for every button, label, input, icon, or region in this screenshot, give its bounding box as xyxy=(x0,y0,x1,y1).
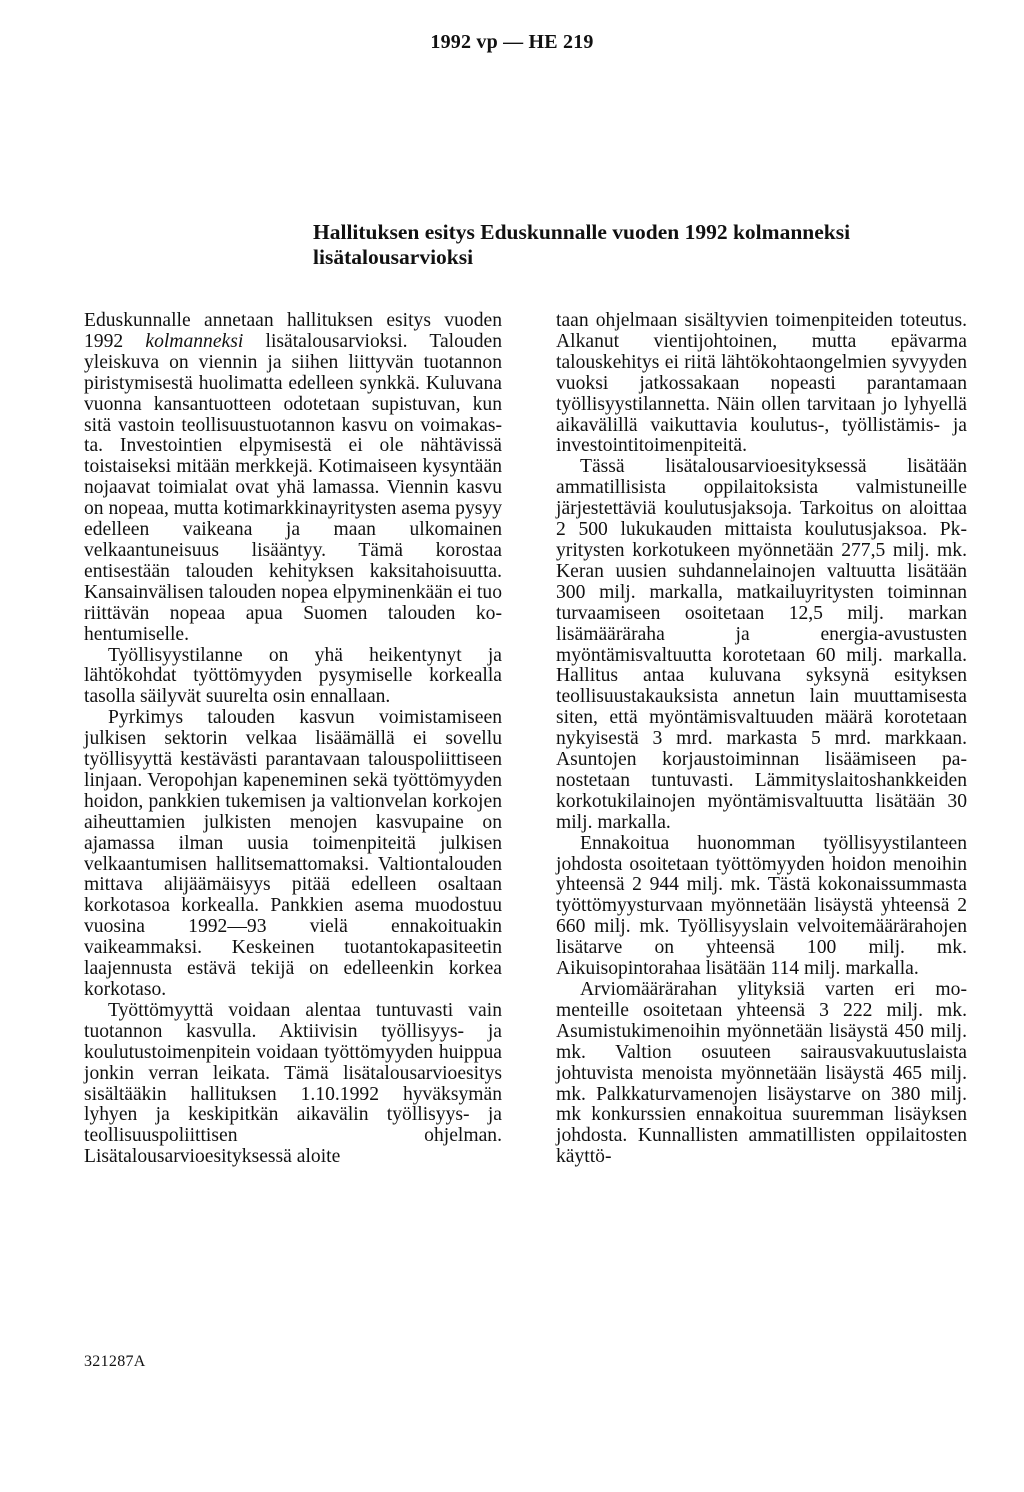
right-column xyxy=(556,311,967,1168)
left-paragraph-1 xyxy=(84,311,502,646)
right-paragraph-2: Tässä lisätalousarvioesityksessä lisätään ammatillisista oppilaitoksista valmistuneille järjestettäviä koulutusjaksoja. Tarkoitus on aloittaa 2 500 lukukauden mittaista koulutusjaksoa. Pk-yritysten korkotukeen myönnetään 277,5 milj. mk. Keran uusien suhdannelainojen valtuutta lisätään 300 milj. markalla, matkailuyritysten toiminnan turvaamiseen osoitetaan 12,5 milj. markan lisämääräraha ja energia-avustusten myöntämisvaltuutta korotetaan 60 milj. markalla. Hallitus antaa kuluvana syksynä esityksen teollisuustakauksista annetun lain muuttamisesta siten, että myöntämisvaltuuden määrä korotetaan nykyisestä 3 mrd. markasta 5 mrd. markkaan. Asuntojen korjaustoiminnan lisäämiseen panostetaan tuntuvasti. Lämmityslaitoshankkeiden korkotukilainojen myöntämisvaltuutta lisätään 30 milj. markalla. xyxy=(556,456,967,833)
left-paragraph-2: Työllisyystilanne on yhä heikentynyt ja lähtökohdat työttömyyden pysymiselle korkealla tasolla säilyvät suurelta osin ennallaan. xyxy=(84,644,502,708)
left-paragraph-4: Työttömyyttä voidaan alentaa tuntuvasti vain tuotannon kasvulla. Aktiivisin työllisyys- ja koulutustoimenpitein voidaan työttömyyden huippua jonkin verran leikata. Tämä lisätalousarvioesitys sisältääkin hallituksen 1.10.1992 hyväksymän lyhyen ja keskipitkän aikavälin työllisyys- ja teollisuuspoliittisen ohjelman. Lisätalousarvioesityksessä aloite xyxy=(84,999,502,1168)
document-title: Hallituksen esitys Eduskunnalle vuoden 1992 kolmanneksi lisätalousarvioksi xyxy=(313,220,851,269)
left-paragraph-1-italic: kolmanneksi xyxy=(145,330,244,352)
left-paragraph-1-rest: lisätalousarvioksi. Talouden yleiskuva on viennin ja siihen liittyvän tuotannon piristymisestä huolimatta edelleen synkkä. Kuluvana vuonna kansantuotteen odotetaan supistuvan, kun sitä vastoin teollisuustuotannon kasvu on voimakasta. Investointien elpymisestä ei ole nähtävissä toistaiseksi mitään merkkejä. Kotimaiseen kysyntään nojaavat toimialat ovat yhä lamassa. Viennin kasvu on nopeaa, mutta kotimarkkinayritysten asema pysyy edelleen vaikeana ja maan ulkomainen velkaantuneisuus lisääntyy. Tämä korostaa entisestään talouden kehityksen kaksitahoisuutta. Kansainvälisen talouden nopea elpyminenkään ei tuo riittävän nopeaa apua Suomen talouden kohentumiselle. xyxy=(84,330,502,645)
left-paragraph-1-lead: Eduskunnalle annetaan hallituksen esitys vuoden 1992 xyxy=(84,310,502,352)
document-code: 321287A xyxy=(84,1353,146,1370)
left-paragraph-3: Pyrkimys talouden kasvun voimistamiseen julkisen sektorin velkaa lisäämällä ei sovellu työllisyyttä kestävästi parantavaan talouspoliittiseen linjaan. Veropohjan kapeneminen sekä työttömyyden hoidon, pankkien tukemisen ja valtionvelan korkojen aiheuttamien julkisten menojen kasvupaine on ajamassa ilman uusia toimenpiteitä julkisen velkaantumisen hallitsemattomaksi. Valtiontalouden mittava alijäämäisyys pitää edelleen osaltaan korkotasoa korkealla. Pankkien asema muodostuu vuosina 1992—93 vielä ennakoituakin vaikeammaksi. Keskeinen tuotantokapasiteetin laajennusta estävä tekijä on edelleenkin korkea korkotaso. xyxy=(84,707,502,1000)
left-column xyxy=(84,311,502,1168)
right-paragraph-3: Ennakoitua huonomman työllisyystilanteen johdosta osoitetaan työttömyyden hoidon menoihin yhteensä 2 944 milj. mk. Tästä kokonaissummasta työttömyysturvaan myönnetään lisäystä yhteensä 2 660 milj. mk. Työllisyyslain velvoitemäärärahojen lisätarve on yhteensä 100 milj. mk. Aikuisopintorahaa lisätään 114 milj. markalla. xyxy=(556,832,967,980)
running-header: 1992 vp — HE 219 xyxy=(430,31,594,53)
right-paragraph-1: taan ohjelmaan sisältyvien toimenpiteiden toteutus. Alkanut vientijohtoinen, mutta epävarma talouskehitys ei riitä lähtökohtaongelmien syvyyden vuoksi jatkossakaan nopeasti parantamaan työllisyystilannetta. Näin ollen tarvitaan jo lyhyellä aikavälillä vaikuttavia koulutus-, työllistämis- ja investointitoimenpiteitä. xyxy=(556,310,967,457)
right-paragraph-4: Arviomäärärahan ylityksiä varten eri momenteille osoitetaan yhteensä 3 222 milj. mk. Asumistukimenoihin myönnetään lisäystä 450 milj. mk. Valtion osuuteen sairausvakuutuslaista johtuvista menoista myönnetään lisäystä 465 milj. mk. Palkkaturvamenojen lisäystarve on 380 milj. mk konkurssien ennakoitua suuremman lisäyksen johdosta. Kunnallisten ammatillisten oppilaitosten käyttö- xyxy=(556,979,967,1168)
